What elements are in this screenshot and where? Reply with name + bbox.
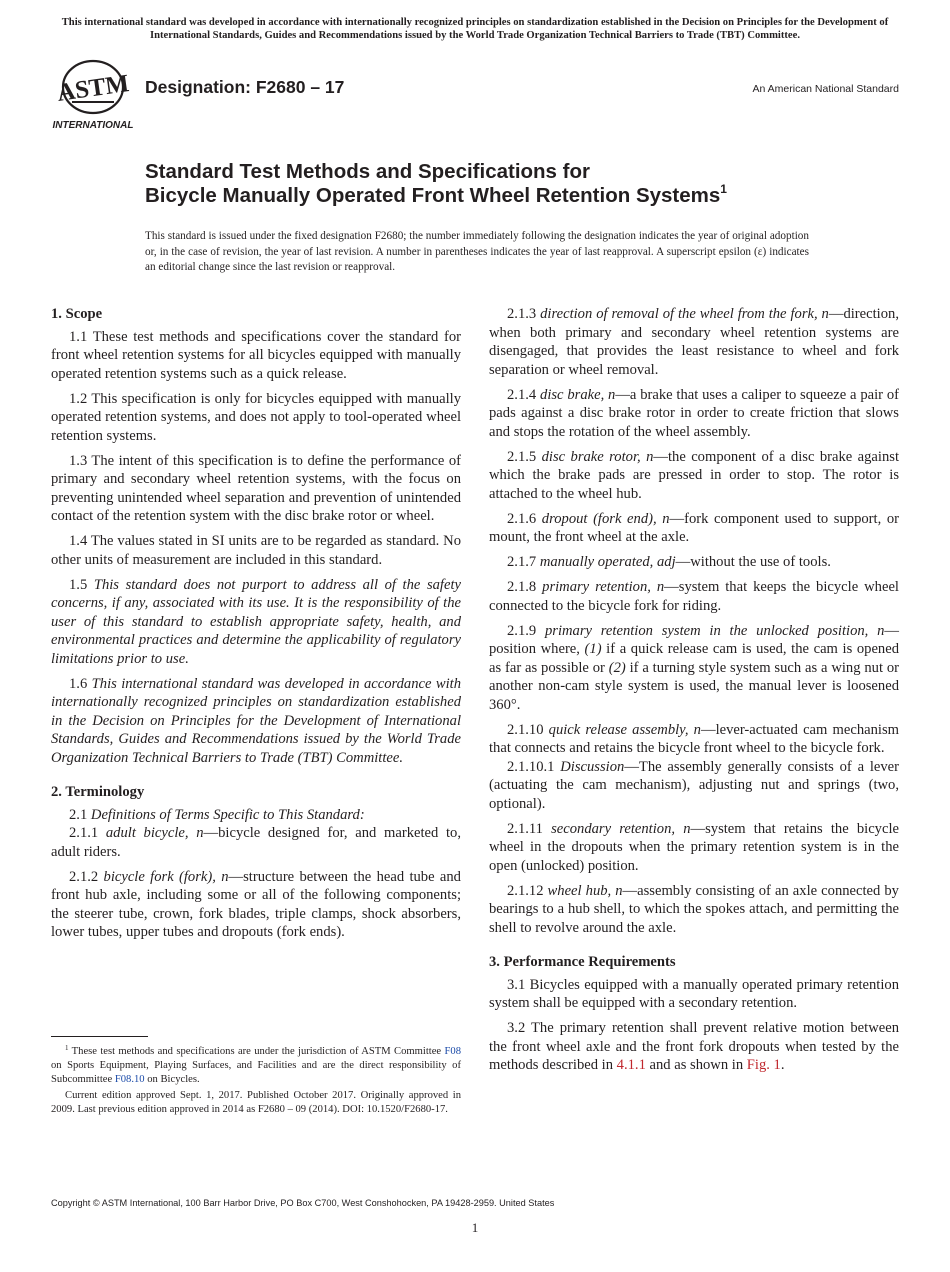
scope-heading: 1. Scope: [51, 306, 103, 322]
para-2-1-5-num: 2.1.5: [507, 448, 537, 465]
para-2-1-12-term: wheel hub, n: [547, 882, 623, 899]
para-2-1-11-term: secondary retention, n: [551, 820, 691, 837]
para-2-1-1-def: —bicycle designed for, and marketed to, adult riders.: [51, 825, 461, 860]
footnote-text-c: on Bicycles.: [144, 1074, 200, 1085]
para-2-1-7-num: 2.1.7: [507, 554, 537, 570]
para-2-1-3-num: 2.1.3: [507, 306, 537, 322]
para-2-1-10-1-def: —The assembly generally consists of a lever (actuating the cam mechanism), adjusting nut and springs (two, optional).: [489, 758, 900, 812]
para-2-1-4-num: 2.1.4: [507, 386, 537, 403]
left-column: [51, 305, 461, 948]
para-1-1: 1.1 These test methods and specifications cover the standard for front wheel retention systems for all bicycles equipped with manually operated retention systems such as a quick release.: [51, 328, 461, 382]
para-2-1-2-def: —structure between the head tube and front hub axle, including some or all of the following components; the steerer tube, crown, fork blades, triple clamps, shock absorbers, lower tubes, upper tubes and dropouts (fork ends).: [51, 868, 461, 940]
para-2-1-4-def: —a brake that uses a caliper to squeeze a pair of pads against a disc brake rotor in order to create friction that slows and stops the rotation of the wheel assembly.: [489, 386, 899, 440]
para-2-1-11: [489, 820, 899, 876]
para-2-1-6: [489, 510, 899, 547]
para-2-1: [51, 806, 461, 825]
top-notice: This international standard was developed in accordance with internationally recognized principles on standardization established in the Decision on Principles for the Development of International Standards, Guides and Recommendations issued by the World Trade Organization Technical Barriers to Trade (TBT) Committee.: [61, 17, 889, 41]
para-2-1-5-def: —the component of a disc brake against which the brake pads are pressed in order to stop. The rotor is attached to the wheel hub.: [489, 448, 899, 502]
para-2-1-2-num: 2.1.2: [69, 868, 99, 885]
title-footnote-mark: 1: [720, 182, 727, 196]
para-2-1-7-term: manually operated, adj: [539, 554, 676, 570]
page-number: 1: [471, 1220, 479, 1235]
para-2-1-9-def-c: if a turning style system such as a wing nut or another non-cam style system is used, the manual lever is loosened 360°.: [489, 659, 899, 713]
designation: Designation: F2680 – 17: [145, 77, 345, 97]
para-2-1-text: Definitions of Terms Specific to This Standard:: [90, 806, 365, 823]
para-2-1-12-def: —assembly consisting of an axle connected by bearings to a hub shell, to which the spokes attach, and permitting the shell to revolve around the axle.: [489, 882, 899, 936]
para-1-6-text: This international standard was developed in accordance with internationally recognized principles on standardization established in the Decision on Principles for the Development of International Standards, Guides and Recommendations issued by the World Trade Organization Technical Barriers to Trade (TBT) Committee.: [51, 675, 462, 766]
para-1-4: 1.4 The values stated in SI units are to be regarded as standard. No other units of measurement are included in this standard.: [51, 533, 461, 568]
para-1-6-num: 1.6: [69, 675, 88, 692]
title-line-2: Bicycle Manually Operated Front Wheel Retention Systems: [145, 184, 721, 207]
para-2-1-7: [489, 553, 899, 572]
subcommittee-f08-10-link[interactable]: F08.10: [114, 1074, 145, 1085]
performance-heading: 3. Performance Requirements: [489, 954, 676, 970]
para-2-1-3: [489, 305, 899, 379]
national-standard-label: An American National Standard: [752, 83, 899, 95]
para-2-1-8-term: primary retention, n: [542, 579, 665, 595]
figure-1-link[interactable]: Fig. 1: [746, 1057, 781, 1073]
para-2-1-1-term: adult bicycle, n: [105, 825, 204, 841]
para-2-1-8-num: 2.1.8: [507, 579, 537, 595]
para-2-1-10: [489, 721, 899, 758]
footnote-divider: [51, 1036, 148, 1037]
footnote-text-b: on Sports Equipment, Playing Surfaces, and Facilities and are the direct responsibility of Subcommittee: [51, 1060, 461, 1085]
para-2-1-10-1: [489, 758, 899, 814]
para-2-1-12-num: 2.1.12: [507, 882, 544, 899]
footnote-1: [51, 1045, 461, 1087]
title-line-1: Standard Test Methods and Specifications for: [145, 160, 590, 183]
para-2-1-9-mark-2: (2): [608, 659, 626, 676]
para-1-5: [51, 576, 461, 669]
right-column: [489, 305, 899, 1081]
para-1-6: [51, 675, 461, 768]
para-3-2-text-c: .: [780, 1057, 785, 1073]
footnote-text-a: These test methods and specifications are under the jurisdiction of ASTM Committee: [68, 1046, 445, 1057]
para-2-1-10-num: 2.1.10: [507, 721, 544, 738]
logo-subtitle: INTERNATIONAL: [52, 120, 134, 131]
para-2-1-4-term: disc brake, n: [540, 386, 616, 403]
footnote-edition: Current edition approved Sept. 1, 2017. Published October 2017. Originally approved in 2009. Last previous edition approved in 2014 as F2680 – 09 (2014). DOI: 10.1520/F2680-17.: [51, 1090, 461, 1115]
para-2-1-9-mark-1: (1): [584, 641, 602, 657]
para-2-1-8-def: —system that keeps the bicycle wheel connected to the bicycle fork for riding.: [489, 579, 899, 614]
para-2-1-1: [51, 824, 461, 861]
para-2-1-9: [489, 622, 899, 715]
astm-logo: [52, 58, 134, 132]
section-4-1-1-link[interactable]: 4.1.1: [616, 1057, 646, 1073]
para-3-2-text-a: 3.2 The primary retention shall prevent relative motion between the front wheel axle and the front fork dropouts when tested by the methods described in: [489, 1020, 899, 1073]
footnote-mark: 1: [65, 1044, 69, 1052]
para-1-2: 1.2 This specification is only for bicycles equipped with manually operated retention systems, and does not apply to tool-operated wheel retention systems.: [51, 390, 461, 444]
copyright: Copyright © ASTM International, 100 Barr Harbor Drive, PO Box C700, West Conshohocken, PA 19428-2959. United States: [51, 1198, 555, 1208]
para-2-1-10-term: quick release assembly, n: [548, 721, 701, 738]
para-2-1-3-term: direction of removal of the wheel from the fork, n: [540, 306, 829, 322]
para-2-1-10-1-num: 2.1.10.1: [507, 758, 555, 775]
logo-wordmark: ASTM: [55, 70, 131, 107]
para-2-1-1-num: 2.1.1: [69, 825, 99, 841]
para-3-1: 3.1 Bicycles equipped with a manually operated primary retention system shall be equipped with a secondary retention.: [489, 976, 899, 1011]
para-2-1-10-def: —lever-actuated cam mechanism that connects and retains the bicycle front wheel to the bicycle fork.: [489, 721, 899, 756]
issue-note: This standard is issued under the fixed designation F2680; the number immediately following the designation indicates the year of original adoption or, in the case of revision, the year of last revision. A number in parentheses indicates the year of last reapproval. A superscript epsilon (ε) indicates an editorial change since the last revision or reapproval.: [145, 230, 809, 273]
para-2-1-2: [51, 868, 461, 942]
para-2-1-9-def-a: —position where,: [489, 622, 899, 657]
para-2-1-num: 2.1: [69, 806, 88, 823]
para-2-1-6-num: 2.1.6: [507, 510, 537, 527]
para-2-1-3-def: —direction, when both primary and secondary wheel retention systems are disengaged, that provides the least resistance to wheel and fork separation or wheel removal.: [489, 306, 899, 378]
footnote: [51, 1045, 461, 1119]
para-2-1-6-term: dropout (fork end), n: [541, 510, 670, 527]
committee-f08-link[interactable]: F08: [444, 1046, 461, 1057]
para-2-1-11-def: —system that retains the bicycle wheel in the dropouts when the primary retention system is in the open (unlocked) position.: [489, 820, 899, 874]
para-1-5-num: 1.5: [69, 576, 88, 593]
para-3-2: [489, 1019, 899, 1075]
para-2-1-9-term: primary retention system in the unlocked position, n: [544, 622, 885, 639]
para-2-1-9-num: 2.1.9: [507, 622, 537, 639]
para-1-5-text: This standard does not purport to address all of the safety concerns, if any, associated with its use. It is the responsibility of the user of this standard to establish appropriate safety, health, and environmental practices and determine the applicability of regulatory limitations prior to use.: [51, 576, 461, 667]
para-2-1-10-1-term: Discussion: [560, 758, 625, 775]
page-title: [145, 160, 845, 208]
para-2-1-4: [489, 386, 899, 442]
astm-logo-icon: [52, 58, 134, 132]
para-2-1-5-term: disc brake rotor, n: [541, 448, 654, 465]
para-3-2-text-b: and as shown in: [645, 1057, 747, 1073]
para-2-1-9-def-b: if a quick release cam is used, the cam is opened as far as possible or: [489, 641, 899, 676]
para-2-1-6-def: —fork component used to support, or mount, the front wheel at the axle.: [489, 510, 899, 545]
para-1-3: 1.3 The intent of this specification is to define the performance of primary and secondary wheel retention systems, with the focus on preventing unintended wheel separation and prevention of unintended contact of the retention system with the disc brake rotor or wheel.: [51, 452, 461, 524]
para-2-1-8: [489, 578, 899, 615]
terminology-heading: 2. Terminology: [51, 784, 145, 800]
para-2-1-5: [489, 448, 899, 504]
para-2-1-2-term: bicycle fork (fork), n: [103, 868, 229, 885]
para-2-1-7-def: —without the use of tools.: [675, 554, 831, 570]
para-2-1-11-num: 2.1.11: [507, 820, 543, 837]
para-2-1-12: [489, 882, 899, 938]
